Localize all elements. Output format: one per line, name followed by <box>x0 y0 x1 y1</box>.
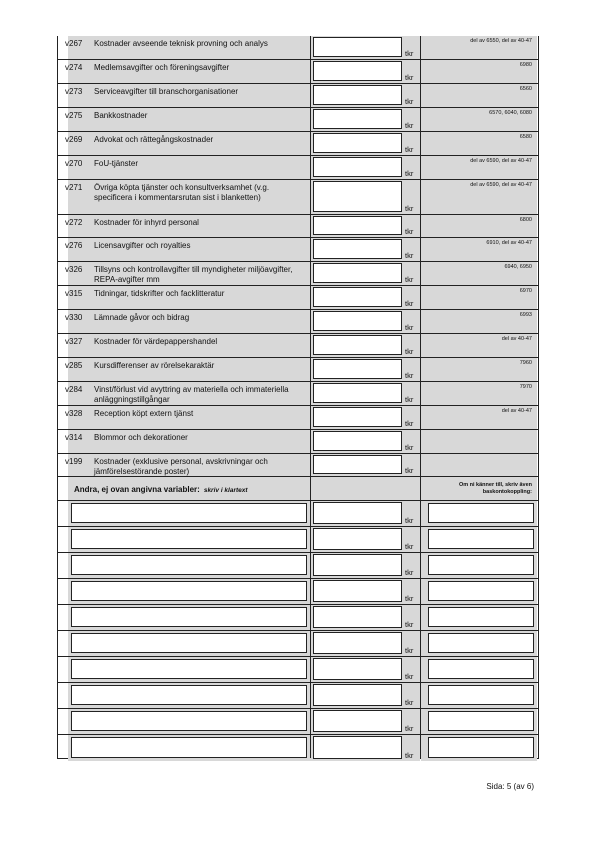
amount-input[interactable] <box>313 455 402 474</box>
variable-label: Serviceavgifter till branschorganisationer <box>94 87 239 96</box>
unit-label: tkr <box>405 672 414 681</box>
account-input[interactable] <box>428 659 534 679</box>
account-reference: 6980 <box>519 62 532 68</box>
other-variable-name-input[interactable] <box>71 737 307 758</box>
variable-row <box>58 310 538 334</box>
variable-label: Kostnader avseende teknisk provning och analys <box>94 39 268 48</box>
unit-label: tkr <box>405 97 414 106</box>
cost-variables-table <box>57 36 539 759</box>
variable-code: v273 <box>65 87 83 96</box>
unit-label: tkr <box>405 542 414 551</box>
account-reference: del av 6590, del av 40-47 <box>470 182 532 188</box>
account-reference: 6993 <box>519 312 532 318</box>
account-input[interactable] <box>428 685 534 705</box>
amount-input[interactable] <box>313 263 402 283</box>
amount-input[interactable] <box>313 606 402 628</box>
variable-row <box>58 108 538 132</box>
unit-label: tkr <box>405 275 414 284</box>
column-divider <box>310 36 311 758</box>
other-variable-row <box>58 527 538 553</box>
account-input[interactable] <box>428 633 534 653</box>
variable-label: Kostnader för inhyrd personal <box>94 218 199 227</box>
unit-label: tkr <box>405 227 414 236</box>
amount-input[interactable] <box>313 431 402 451</box>
unit-label: tkr <box>405 724 414 733</box>
variable-code: v269 <box>65 135 83 144</box>
amount-input[interactable] <box>313 109 402 129</box>
amount-input[interactable] <box>313 216 402 235</box>
other-variable-row <box>58 683 538 709</box>
account-reference: del av 40-47 <box>501 408 532 414</box>
variable-code: v271 <box>65 183 83 192</box>
account-reference: 6800 <box>519 217 532 223</box>
amount-input[interactable] <box>313 736 402 759</box>
unit-label: tkr <box>405 751 414 760</box>
amount-input[interactable] <box>313 632 402 654</box>
account-reference: 6580 <box>519 134 532 140</box>
amount-input[interactable] <box>313 359 402 379</box>
unit-label: tkr <box>405 169 414 178</box>
variable-label: Blommor och dekorationer <box>94 433 188 442</box>
other-variable-row <box>58 709 538 735</box>
account-reference: del av 6590, del av 40-47 <box>470 158 532 164</box>
unit-label: tkr <box>405 347 414 356</box>
other-variable-name-input[interactable] <box>71 659 307 679</box>
column-divider <box>420 36 421 758</box>
account-input[interactable] <box>428 737 534 758</box>
unit-label: tkr <box>405 299 414 308</box>
account-input[interactable] <box>428 503 534 523</box>
unit-label: tkr <box>405 395 414 404</box>
unit-label: tkr <box>405 121 414 130</box>
variable-code: v330 <box>65 313 83 322</box>
other-variable-row <box>58 631 538 657</box>
variable-row <box>58 334 538 358</box>
variable-row <box>58 156 538 180</box>
unit-label: tkr <box>405 49 414 58</box>
other-variable-name-input[interactable] <box>71 607 307 627</box>
amount-input[interactable] <box>313 502 402 524</box>
other-variable-name-input[interactable] <box>71 581 307 601</box>
amount-input[interactable] <box>313 37 402 57</box>
variable-row <box>58 180 538 215</box>
account-reference: 7960 <box>519 360 532 366</box>
amount-input[interactable] <box>313 181 402 212</box>
variable-code: v199 <box>65 457 83 466</box>
other-variable-row <box>58 553 538 579</box>
unit-label: tkr <box>405 516 414 525</box>
account-reference: del av 6550, del av 40-47 <box>470 38 532 44</box>
unit-label: tkr <box>405 594 414 603</box>
other-variable-row <box>58 605 538 631</box>
unit-label: tkr <box>405 698 414 707</box>
amount-input[interactable] <box>313 383 402 403</box>
variable-code: v274 <box>65 63 83 72</box>
variable-label: FoU-tjänster <box>94 159 139 168</box>
account-cell <box>421 454 537 476</box>
amount-input[interactable] <box>313 684 402 706</box>
amount-input[interactable] <box>313 528 402 550</box>
other-variable-name-input[interactable] <box>71 555 307 575</box>
amount-input[interactable] <box>313 85 402 105</box>
variable-row <box>58 262 538 286</box>
other-variables-title: Andra, ej ovan angivna variabler: skriv i klartext <box>74 485 248 494</box>
unit-label: tkr <box>405 73 414 82</box>
unit-label: tkr <box>405 204 414 213</box>
unit-label: tkr <box>405 646 414 655</box>
unit-label: tkr <box>405 466 414 475</box>
variable-code: v284 <box>65 385 83 394</box>
variable-label: Övriga köpta tjänster och konsultverksamhet (v.g. specificera i kommentarsrutan sist i blanketten) <box>94 183 270 202</box>
variable-row <box>58 286 538 310</box>
variable-row <box>58 132 538 156</box>
variable-row <box>58 454 538 477</box>
variable-row <box>58 60 538 84</box>
amount-input[interactable] <box>313 287 402 307</box>
variable-row <box>58 84 538 108</box>
account-hint: Om ni känner till, skriv även baskontokoppling: <box>458 482 532 495</box>
amount-input[interactable] <box>313 335 402 355</box>
unit-label: tkr <box>405 323 414 332</box>
account-reference: 7970 <box>519 384 532 390</box>
variable-code: v314 <box>65 433 83 442</box>
amount-input[interactable] <box>313 658 402 680</box>
unit-label: tkr <box>405 145 414 154</box>
amount-input[interactable] <box>313 554 402 576</box>
variable-label: Kostnader för värdepappershandel <box>94 337 218 346</box>
variable-row <box>58 430 538 454</box>
variable-row <box>58 358 538 382</box>
variable-code: v267 <box>65 39 83 48</box>
variable-code: v285 <box>65 361 83 370</box>
account-reference: 6970 <box>519 288 532 294</box>
variable-label: Medlemsavgifter och föreningsavgifter <box>94 63 230 72</box>
variable-code: v270 <box>65 159 83 168</box>
variable-code: v276 <box>65 241 83 250</box>
account-reference: 6910, del av 40-47 <box>486 240 532 246</box>
other-variable-name-input[interactable] <box>71 633 307 653</box>
variable-label: Tillsyns och kontrollavgifter till myndigheter miljöavgifter, REPA-avgifter mm <box>94 265 293 284</box>
unit-label: tkr <box>405 251 414 260</box>
variable-code: v326 <box>65 265 83 274</box>
amount-input[interactable] <box>313 580 402 602</box>
unit-label: tkr <box>405 620 414 629</box>
unit-label: tkr <box>405 371 414 380</box>
amount-input[interactable] <box>313 407 402 427</box>
variable-label: Kursdifferenser av rörelsekaraktär <box>94 361 215 370</box>
variable-label: Vinst/förlust vid avyttring av materiella och immateriella anläggningstillgångar <box>94 385 289 404</box>
variable-code: v272 <box>65 218 83 227</box>
variable-label: Licensavgifter och royalties <box>94 241 191 250</box>
other-variable-row <box>58 579 538 605</box>
amount-input[interactable] <box>313 133 402 153</box>
other-variable-name-input[interactable] <box>71 503 307 523</box>
account-cell <box>421 430 537 453</box>
amount-input[interactable] <box>313 239 402 259</box>
variable-label: Advokat och rättegångskostnader <box>94 135 214 144</box>
other-variable-name-input[interactable] <box>71 685 307 705</box>
account-input[interactable] <box>428 529 534 549</box>
account-reference: del av 40-47 <box>501 336 532 342</box>
amount-input[interactable] <box>313 157 402 177</box>
other-variable-row <box>58 735 538 761</box>
account-input[interactable] <box>428 711 534 731</box>
account-reference: 6570, 6040, 6080 <box>489 110 532 116</box>
variable-code: v275 <box>65 111 83 120</box>
unit-label: tkr <box>405 443 414 452</box>
unit-label: tkr <box>405 419 414 428</box>
variable-code: v328 <box>65 409 83 418</box>
variable-label: Lämnade gåvor och bidrag <box>94 313 190 322</box>
account-reference: 6560 <box>519 86 532 92</box>
variable-row <box>58 215 538 238</box>
other-variables-header <box>58 477 538 501</box>
variable-row <box>58 382 538 406</box>
variable-code: v315 <box>65 289 83 298</box>
account-input[interactable] <box>428 555 534 575</box>
other-variable-row <box>58 657 538 683</box>
variable-label: Reception köpt extern tjänst <box>94 409 194 418</box>
variable-row <box>58 238 538 262</box>
variable-row <box>58 36 538 60</box>
unit-label: tkr <box>405 568 414 577</box>
other-variable-row <box>58 501 538 527</box>
page-number: Sida: 5 (av 6) <box>486 782 534 791</box>
variable-label: Kostnader (exklusive personal, avskrivningar och jämförelsestörande poster) <box>94 457 268 476</box>
other-variable-name-input[interactable] <box>71 529 307 549</box>
variable-code: v327 <box>65 337 83 346</box>
account-input[interactable] <box>428 581 534 601</box>
other-variables-hint: skriv i klartext <box>203 487 248 494</box>
account-reference: 6940, 6950 <box>504 264 532 270</box>
variable-row <box>58 406 538 430</box>
amount-input[interactable] <box>313 311 402 331</box>
other-variable-name-input[interactable] <box>71 711 307 731</box>
amount-cell <box>310 477 420 500</box>
amount-input[interactable] <box>313 710 402 732</box>
variable-label: Tidningar, tidskrifter och facklitteratur <box>94 289 225 298</box>
amount-input[interactable] <box>313 61 402 81</box>
variable-label: Bankkostnader <box>94 111 148 120</box>
account-input[interactable] <box>428 607 534 627</box>
